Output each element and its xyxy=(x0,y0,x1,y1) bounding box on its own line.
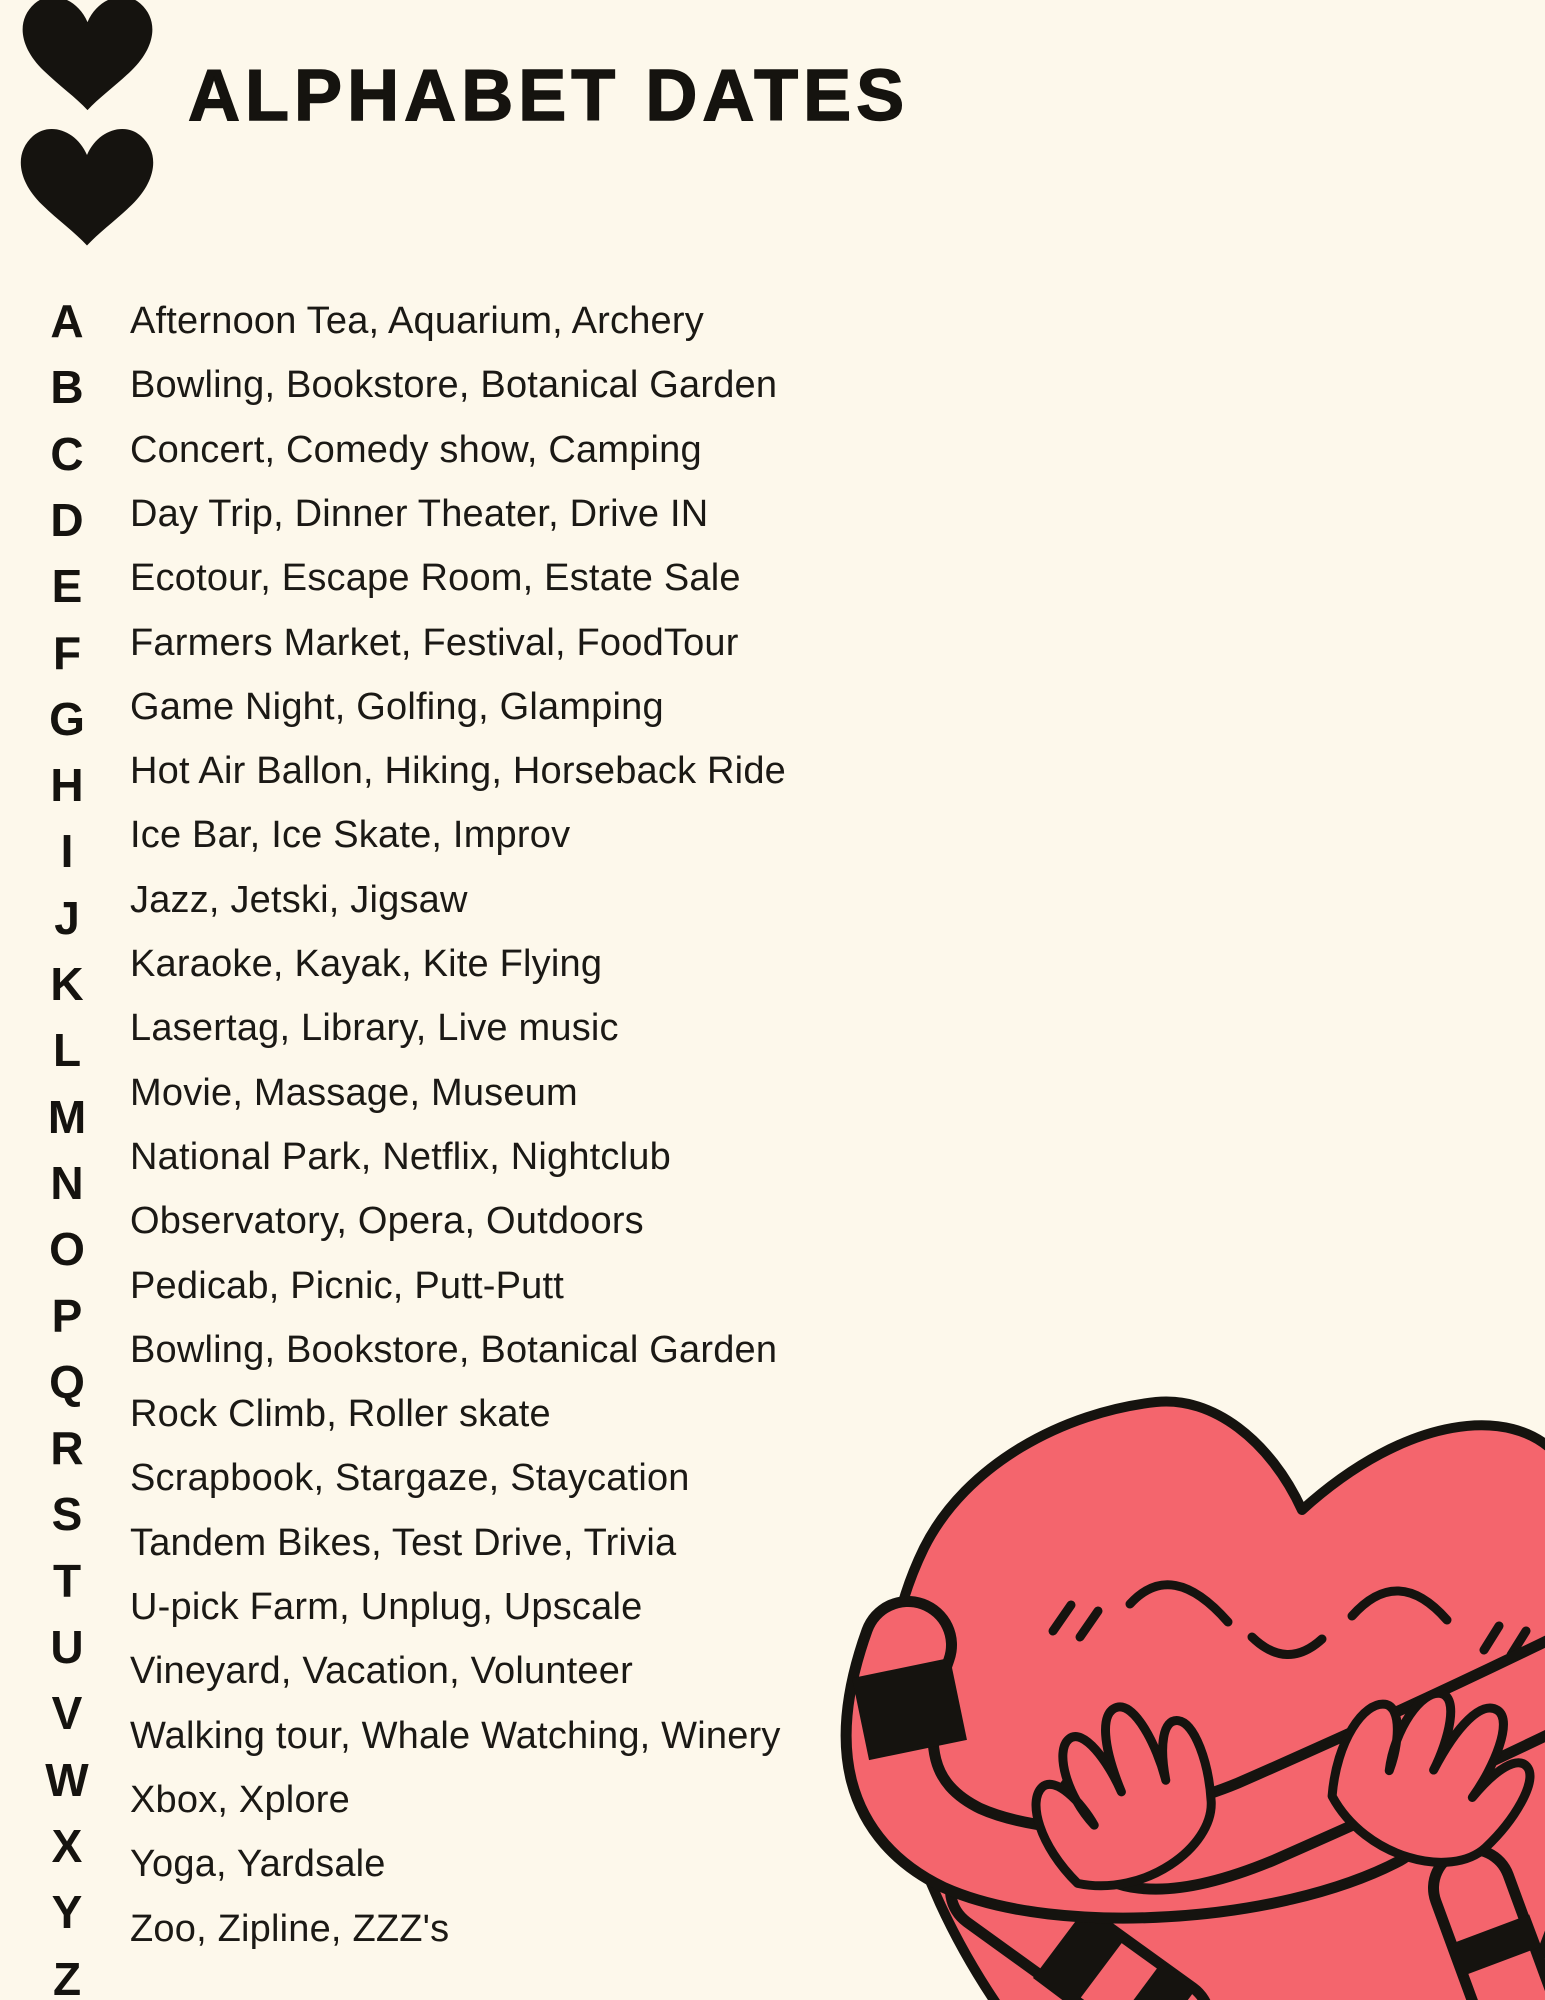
alphabet-letter-j: J xyxy=(54,891,80,944)
alphabet-letter-y: Y xyxy=(51,1886,83,1939)
alphabet-letter-p: P xyxy=(51,1289,83,1342)
hugging-heart-character-illustration xyxy=(598,1078,1545,2000)
date-ideas-r: Rock Climb, Roller skate xyxy=(130,1393,551,1436)
alphabet-letter-x: X xyxy=(51,1819,83,1872)
alphabet-letter-h: H xyxy=(50,759,84,812)
leg-right xyxy=(1472,1888,1516,2000)
alphabet-letter-w: W xyxy=(45,1753,89,1806)
date-ideas-q: Bowling, Bookstore, Botanical Garden xyxy=(130,1328,778,1371)
sleeve-cuff-band xyxy=(901,1668,918,1750)
date-ideas-f: Farmers Market, Festival, FoodTour xyxy=(130,621,739,664)
date-ideas-o: Observatory, Opera, Outdoors xyxy=(130,1200,644,1243)
alphabet-letter-z: Z xyxy=(52,1952,82,2000)
alphabet-letter-f: F xyxy=(52,626,82,679)
alphabet-letter-n: N xyxy=(50,1156,84,1209)
alphabet-letter-i: I xyxy=(60,825,74,878)
alphabet-letter-d: D xyxy=(50,493,84,546)
alphabet-letter-g: G xyxy=(49,692,85,745)
alphabet-letter-r: R xyxy=(50,1422,84,1475)
date-ideas-p: Pedicab, Picnic, Putt-Putt xyxy=(130,1264,564,1307)
alphabet-letter-l: L xyxy=(52,1024,82,1077)
alphabet-letter-v: V xyxy=(51,1687,83,1740)
alphabet-letter-t: T xyxy=(52,1554,82,1607)
alphabet-letter-s: S xyxy=(51,1488,83,1541)
date-ideas-h: Hot Air Ballon, Hiking, Horseback Ride xyxy=(130,750,786,793)
date-ideas-b: Bowling, Bookstore, Botanical Garden xyxy=(130,364,778,407)
date-ideas-k: Karaoke, Kayak, Kite Flying xyxy=(130,943,603,985)
alphabet-letter-e: E xyxy=(51,560,83,613)
date-ideas-x: Xbox, Xplore xyxy=(130,1778,350,1821)
date-ideas-z: Zoo, Zipline, ZZZ's xyxy=(130,1907,450,1950)
date-ideas-s: Scrapbook, Stargaze, Staycation xyxy=(130,1457,690,1500)
date-ideas-n: National Park, Netflix, Nightclub xyxy=(130,1135,671,1178)
alphabet-letter-c: C xyxy=(50,427,84,480)
alphabet-letter-b: B xyxy=(50,361,84,414)
alphabet-letter-q: Q xyxy=(49,1355,85,1408)
date-ideas-e: Ecotour, Escape Room, Estate Sale xyxy=(130,557,741,600)
alphabet-letter-m: M xyxy=(47,1090,87,1143)
date-ideas-a: Afternoon Tea, Aquarium, Archery xyxy=(130,300,704,342)
date-ideas-u: U-pick Farm, Unplug, Upscale xyxy=(130,1586,643,1628)
alphabet-letter-u: U xyxy=(50,1621,84,1673)
date-ideas-m: Movie, Massage, Museum xyxy=(130,1071,578,1114)
date-ideas-w: Walking tour, Whale Watching, Winery xyxy=(130,1714,781,1757)
date-ideas-y: Yoga, Yardsale xyxy=(130,1843,386,1886)
date-ideas-d: Day Trip, Dinner Theater, Drive IN xyxy=(130,492,709,535)
date-ideas-v: Vineyard, Vacation, Volunteer xyxy=(130,1650,633,1693)
alphabet-letter-o: O xyxy=(49,1223,85,1276)
date-ideas-c: Concert, Comedy show, Camping xyxy=(130,428,702,471)
alphabet-letter-a: A xyxy=(50,295,84,347)
alphabet-letter-k: K xyxy=(50,958,84,1010)
date-ideas-l: Lasertag, Library, Live music xyxy=(130,1007,619,1050)
date-ideas-j: Jazz, Jetski, Jigsaw xyxy=(130,878,468,921)
date-ideas-g: Game Night, Golfing, Glamping xyxy=(130,685,664,728)
date-ideas-t: Tandem Bikes, Test Drive, Trivia xyxy=(130,1521,677,1564)
page-title: ALPHABET DATES xyxy=(188,56,910,136)
date-ideas-i: Ice Bar, Ice Skate, Improv xyxy=(130,814,571,857)
